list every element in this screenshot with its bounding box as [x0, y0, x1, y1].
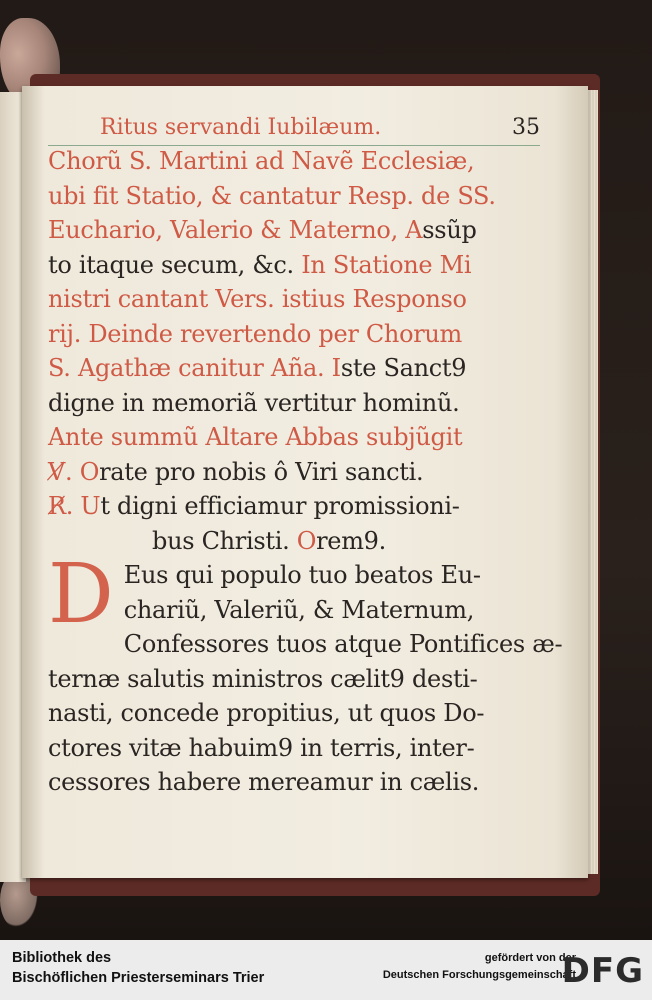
prayer-text	[48, 547, 563, 800]
library-credit	[12, 948, 264, 988]
text-segment: rem9.	[316, 526, 386, 555]
text-line	[48, 248, 540, 283]
text-segment: Euchario, Valerio & Materno, A	[48, 216, 423, 244]
rubric-text	[48, 144, 540, 558]
text-segment: bus Christi.	[152, 526, 297, 555]
text-segment: rate pro nobis ô Viri sancti.	[99, 457, 424, 486]
text-line	[48, 420, 540, 455]
footer-bar	[0, 940, 652, 1000]
text-segment: Ante summũ Altare Abbas subjũgit	[48, 423, 463, 451]
funding-line: Deutschen Forschungsgemeinschaft	[382, 969, 576, 981]
text-segment: ubi fit Statio, & cantatur Resp. de SS.	[48, 181, 496, 210]
text-line	[48, 179, 540, 214]
header-rule	[48, 145, 540, 146]
text-segment: In Statione Mi	[301, 250, 472, 279]
text-segment: O	[296, 526, 317, 555]
dfg-logo: DFG	[561, 951, 644, 991]
prayer-line: nasti, concede propitius, ut quos Do-	[48, 699, 485, 727]
versicle-line	[48, 455, 540, 490]
prayer-line: cessores habere mereamur in cælis.	[48, 768, 480, 796]
prayer-line: ternæ salutis ministros cælit9 desti-	[48, 664, 478, 693]
prayer-line: ctores vitæ habuim9 in terris, inter-	[48, 733, 475, 762]
library-line: Bischöflichen Priesterseminars Trier	[12, 970, 265, 986]
text-segment: to itaque secum, &c.	[48, 250, 302, 279]
text-segment: ssũp	[422, 216, 477, 244]
text-segment: t digni efficiamur promissioni-	[100, 492, 460, 520]
running-header	[48, 112, 540, 144]
prayer-line: Confessores tuos atque Pontifices æ-	[123, 630, 563, 658]
text-segment: rij. Deinde revertendo per Chorum	[48, 319, 463, 348]
decorated-initial: D	[48, 547, 114, 642]
funding-line: gefördert von der	[484, 952, 576, 964]
funding-credit	[383, 950, 576, 984]
text-segment: S. Agathæ canitur Aña. I	[48, 354, 341, 382]
text-line	[48, 351, 540, 386]
text-line	[48, 282, 540, 317]
text-line	[48, 317, 540, 352]
text-segment: V̸. O	[48, 457, 100, 486]
library-line: Bibliothek des	[12, 950, 112, 966]
text-segment: Chorũ S. Martini ad Navẽ Ecclesiæ,	[48, 147, 475, 175]
text-segment: ste Sanct9	[340, 354, 467, 382]
text-line	[48, 213, 540, 248]
prayer-line: Eus qui populo tuo beatos Eu-	[123, 561, 481, 589]
text-segment: nistri cantant Vers. istius Responso	[48, 285, 467, 313]
running-title: Ritus servandi Iubilæum.	[100, 115, 382, 140]
text-segment: R̸. U	[48, 492, 101, 520]
text-segment: digne in memoriã vertitur hominũ.	[48, 388, 460, 417]
text-line	[48, 386, 540, 421]
prayer-line: chariũ, Valeriũ, & Maternum,	[123, 595, 475, 624]
text-line	[48, 144, 540, 179]
text-line	[48, 524, 540, 559]
page-number: 35	[512, 115, 540, 140]
response-line	[48, 489, 540, 524]
page-text	[48, 112, 563, 800]
